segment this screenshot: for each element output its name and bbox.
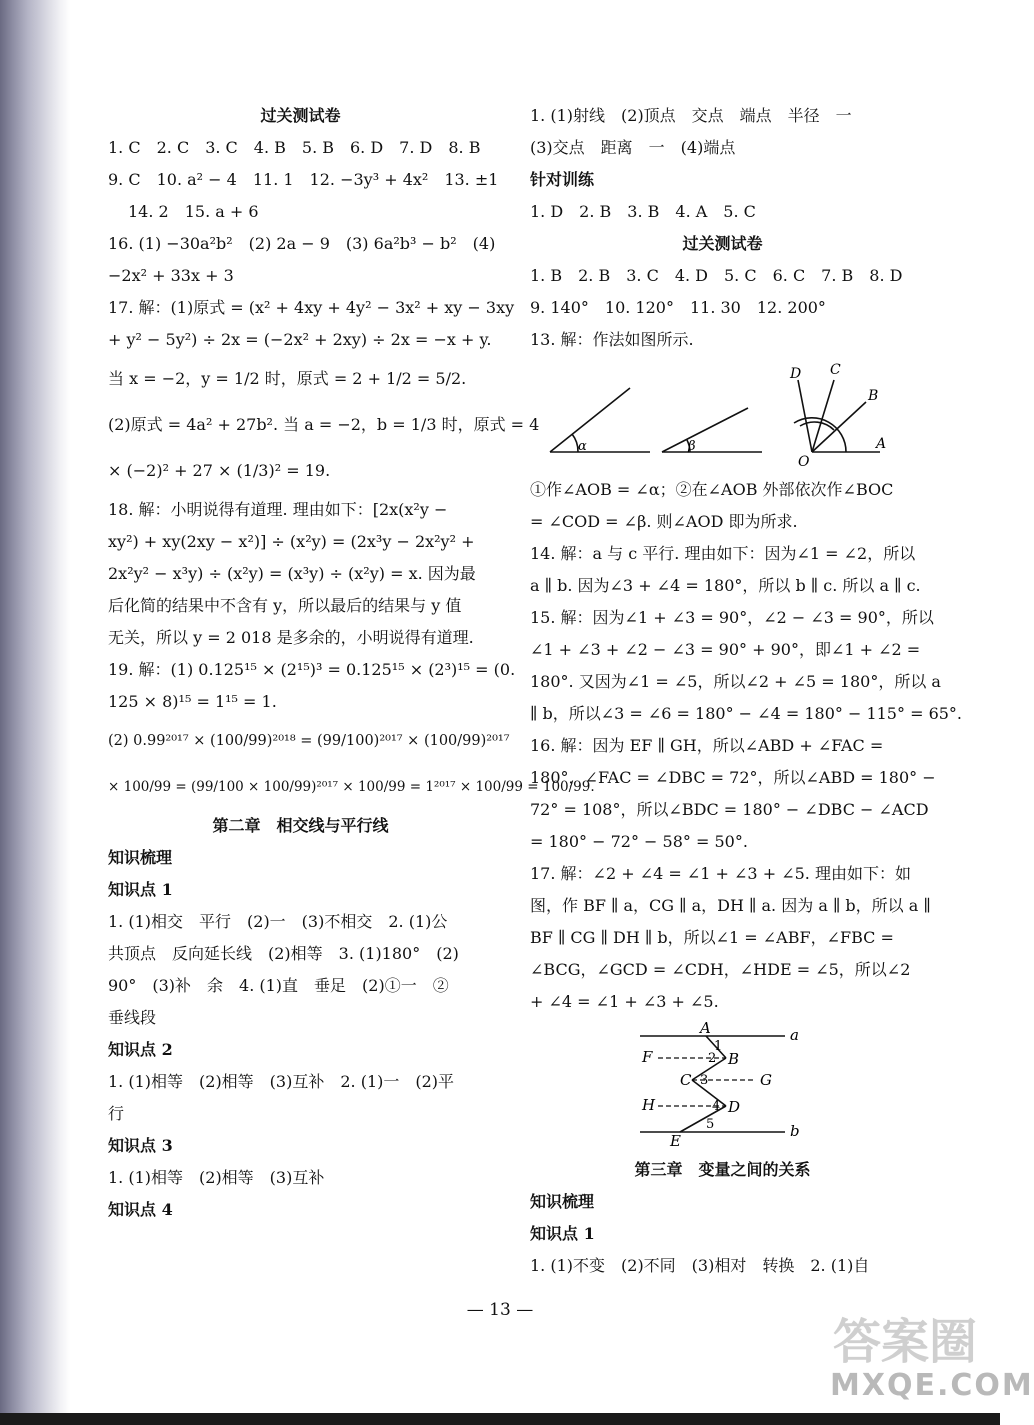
answer-line: 16. 解：因为 EF ∥ GH，所以∠ABD + ∠FAC = <box>530 736 884 755</box>
answer-line: 共顶点 反向延长线 (2)相等 3. (1)180° (2) <box>108 944 459 963</box>
angle-3-label: 3 <box>700 1073 709 1088</box>
line-b-label: b <box>790 1122 800 1140</box>
answer-line: 19. 解：(1) 0.125¹⁵ × (2¹⁵)³ = 0.125¹⁵ × (2³)¹⁵ = (0. <box>108 660 516 679</box>
answer-line: × 100/99 = (99/100 × 100/99)²⁰¹⁷ × 100/99 = 1²⁰¹⁷ × 100/99 = 100/99. <box>108 779 595 795</box>
answer-line: 1. (1)不变 (2)不同 (3)相对 转换 2. (1)自 <box>530 1256 870 1275</box>
answer-line: 1. (1)相等 (2)相等 (3)互补 2. (1)一 (2)平 <box>108 1072 455 1091</box>
answer-line: 125 × 8)¹⁵ = 1¹⁵ = 1. <box>108 692 277 711</box>
point-f-label: F <box>642 1048 653 1066</box>
subsection-title: 知识点 1 <box>108 880 173 899</box>
answer-line: 2x²y² − x³y) ÷ (x²y) = (x³y) ÷ (x²y) = x. 因为最 <box>108 564 476 583</box>
answer-line: BF ∥ CG ∥ DH ∥ b，所以∠1 = ∠ABF，∠FBC = <box>530 928 894 947</box>
answer-line: 13. 解：作法如图所示. <box>530 330 694 349</box>
point-h-label: H <box>642 1096 656 1114</box>
answer-line: 180°，∠FAC = ∠DBC = 72°，所以∠ABD = 180° − <box>530 768 936 787</box>
bottom-edge <box>0 1413 1000 1425</box>
chapter-title: 第三章 变量之间的关系 <box>634 1160 811 1179</box>
answer-line: 17. 解：∠2 + ∠4 = ∠1 + ∠3 + ∠5. 理由如下：如 <box>530 864 911 883</box>
answer-line: 1. B 2. B 3. C 4. D 5. C 6. C 7. B 8. D <box>530 266 903 285</box>
parallel-lines-diagram <box>530 1019 915 1150</box>
chapter-title: 第二章 相交线与平行线 <box>212 816 389 835</box>
point-c-label: C <box>680 1071 692 1089</box>
beta-label: β <box>688 439 696 454</box>
answer-line: = ∠COD = ∠β. 则∠AOD 即为所求. <box>530 512 798 531</box>
answer-line: 16. (1) −30a²b² (2) 2a − 9 (3) 6a²b³ − b² (4) <box>108 234 496 253</box>
answer-line: 18. 解：小明说得有道理. 理由如下：[2x(x²y − <box>108 500 448 519</box>
answer-line: 180°. 又因为∠1 = ∠5，所以∠2 + ∠5 = 180°，所以 a <box>530 672 941 691</box>
answer-line: (2) 0.99²⁰¹⁷ × (100/99)²⁰¹⁸ = (99/100)²⁰¹⁷ × (100/99)²⁰¹⁷ <box>108 733 510 749</box>
answer-line: 1. C 2. C 3. C 4. B 5. B 6. D 7. D 8. B <box>108 138 481 157</box>
answer-line: a ∥ b. 因为∠3 + ∠4 = 180°，所以 b ∥ c. 所以 a ∥ c. <box>530 576 921 595</box>
answer-line: 90° (3)补 余 4. (1)直 垂足 (2)①一 ② <box>108 976 449 995</box>
answer-line: 无关，所以 y = 2 018 是多余的，小明说得有道理. <box>108 628 474 647</box>
answer-line: xy²) + xy(2xy − x²)] ÷ (x²y) = (2x³y − 2x²y² + <box>108 532 475 551</box>
answer-line: = 180° − 72° − 58° = 50°. <box>530 832 748 851</box>
point-b-label: B <box>728 1050 740 1068</box>
angle-construction-figure <box>530 360 915 470</box>
subsection-title: 知识梳理 <box>108 848 173 867</box>
binding-edge <box>0 0 70 1425</box>
answer-line: (2)原式 = 4a² + 27b². 当 a = −2，b = 1/3 时，原式 = 4 <box>108 415 540 434</box>
watermark-site-text: MXQE.COM <box>830 1368 1034 1403</box>
point-b-label: B <box>868 388 879 404</box>
answer-line: (3)交点 距离 一 (4)端点 <box>530 138 736 157</box>
subsection-title: 针对训练 <box>530 170 595 189</box>
answer-line: 1. (1)相等 (2)相等 (3)互补 <box>108 1168 325 1187</box>
answer-line: ∥ b，所以∠3 = ∠6 = 180° − ∠4 = 180° − 115° = 65°. <box>530 704 963 723</box>
answer-line: 行 <box>108 1104 125 1123</box>
point-d-label: D <box>728 1098 741 1116</box>
subsection-title: 知识点 3 <box>108 1136 173 1155</box>
answer-line: × (−2)² + 27 × (1/3)² = 19. <box>108 461 331 480</box>
answer-line: 17. 解：(1)原式 = (x² + 4xy + 4y² − 3x² + xy − 3xy <box>108 298 515 317</box>
angle-2-label: 2 <box>708 1051 717 1066</box>
subsection-title: 知识梳理 <box>530 1192 595 1211</box>
point-a-label: A <box>700 1019 711 1037</box>
answer-line: 9. 140° 10. 120° 11. 30 12. 200° <box>530 298 826 317</box>
answer-line: −2x² + 33x + 3 <box>108 266 234 285</box>
subsection-title: 知识点 1 <box>530 1224 595 1243</box>
angle-1-label: 1 <box>714 1039 723 1054</box>
point-a-label: A <box>876 436 887 452</box>
point-d-label: D <box>790 366 802 382</box>
answer-line: 当 x = −2，y = 1/2 时，原式 = 2 + 1/2 = 5/2. <box>108 369 467 388</box>
section-title: 过关测试卷 <box>260 106 341 125</box>
watermark-logo <box>830 1303 1034 1403</box>
answer-line: ∠BCG，∠GCD = ∠CDH，∠HDE = ∠5，所以∠2 <box>530 960 911 979</box>
answer-line: + y² − 5y²) ÷ 2x = (−2x² + 2xy) ÷ 2x = −x + y. <box>108 330 492 349</box>
point-e-label: E <box>670 1132 681 1150</box>
parallel-lines-figure <box>530 1019 915 1150</box>
answer-line: ①作∠AOB = ∠α；②在∠AOB 外部依次作∠BOC <box>530 480 894 499</box>
answer-line: ∠1 + ∠3 + ∠2 − ∠3 = 90° + 90°，即∠1 + ∠2 = <box>530 640 921 659</box>
answer-line: 垂线段 <box>108 1008 157 1027</box>
right-column <box>530 100 963 1282</box>
point-g-label: G <box>760 1071 772 1089</box>
line-a-label: a <box>790 1026 799 1044</box>
angle-4-label: 4 <box>712 1099 721 1114</box>
answer-line: 图，作 BF ∥ a，CG ∥ a，DH ∥ a. 因为 a ∥ b，所以 a ∥ <box>530 896 931 915</box>
subsection-title: 知识点 2 <box>108 1040 173 1059</box>
answer-line: 1. D 2. B 3. B 4. A 5. C <box>530 202 756 221</box>
answer-line: 14. 解：a 与 c 平行. 理由如下：因为∠1 = ∠2，所以 <box>530 544 916 563</box>
angle-construction-diagram <box>530 360 915 470</box>
answer-line: 1. (1)相交 平行 (2)一 (3)不相交 2. (1)公 <box>108 912 448 931</box>
answer-line: 14. 2 15. a + 6 <box>128 202 259 221</box>
alpha-label: α <box>578 439 587 454</box>
answer-line: 15. 解：因为∠1 + ∠3 = 90°，∠2 − ∠3 = 90°，所以 <box>530 608 934 627</box>
angle-5-label: 5 <box>706 1117 715 1132</box>
subsection-title: 知识点 4 <box>108 1200 173 1219</box>
answer-line: 72° = 108°，所以∠BDC = 180° − ∠DBC − ∠ACD <box>530 800 929 819</box>
answer-line: 1. (1)射线 (2)顶点 交点 端点 半径 一 <box>530 106 852 125</box>
answer-line: 后化简的结果中不含有 y，所以最后的结果与 y 值 <box>108 596 462 615</box>
point-o-label: O <box>798 454 810 470</box>
page-number: — 13 — <box>466 1300 534 1320</box>
answer-line: 9. C 10. a² − 4 11. 1 12. −3y³ + 4x² 13. ±1 <box>108 170 499 189</box>
section-title: 过关测试卷 <box>682 234 763 253</box>
answer-line: + ∠4 = ∠1 + ∠3 + ∠5. <box>530 992 719 1011</box>
point-c-label: C <box>830 362 841 378</box>
watermark-logo-text: 答案圈 <box>832 1314 977 1370</box>
